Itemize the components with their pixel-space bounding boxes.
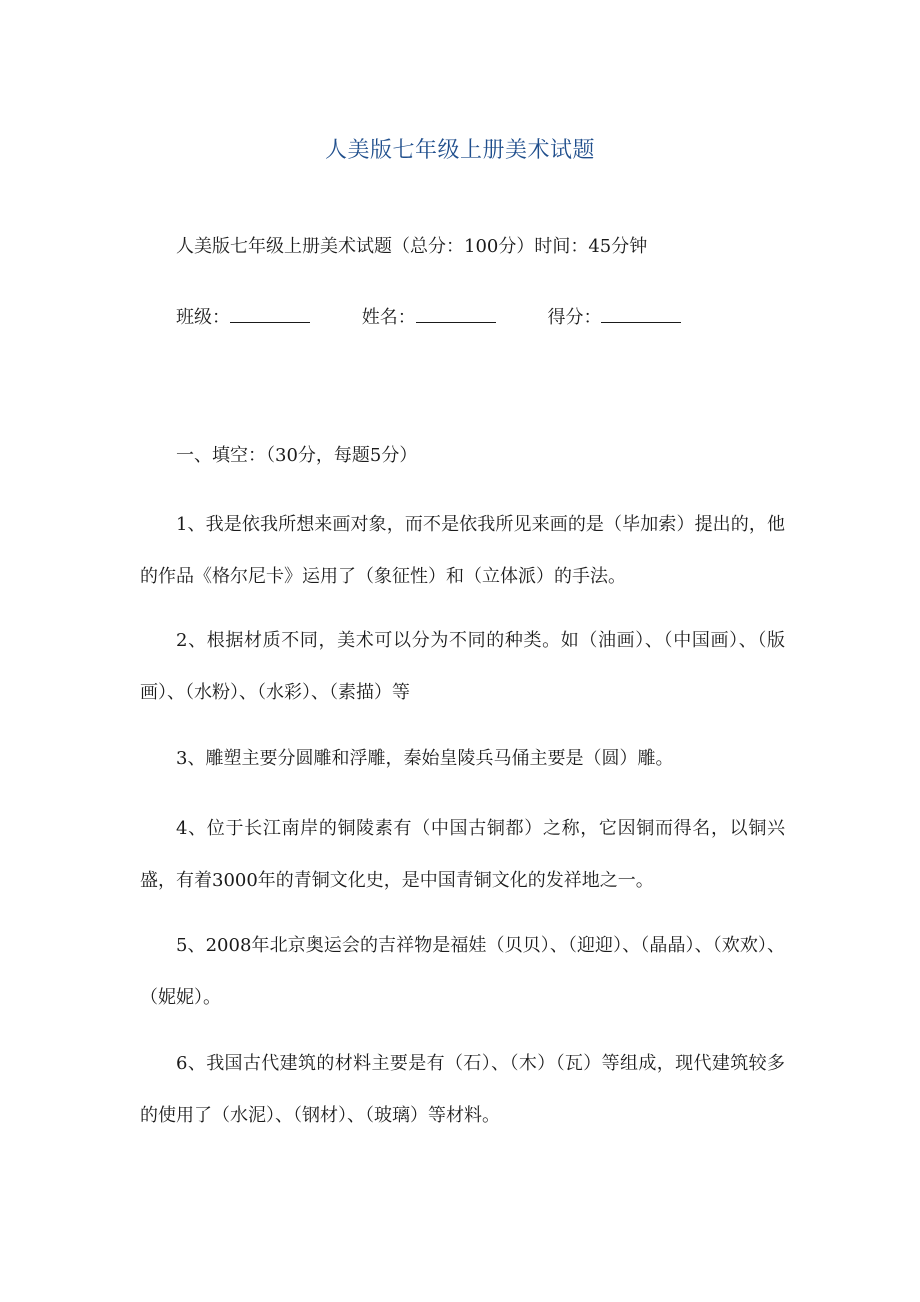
question-4: 4、位于长江南岸的铜陵素有（中国古铜都）之称，它因铜而得名，以铜兴盛，有着3000年的青铜文化史，是中国青铜文化的发祥地之一。 (140, 818, 785, 891)
question-6: 6、我国古代建筑的材料主要是有（石）、（木）（瓦）等组成，现代建筑较多的使用了（水泥）、（钢材）、（玻璃）等材料。 (140, 1053, 785, 1126)
name-blank (416, 304, 496, 323)
document-title: 人美版七年级上册美术试题 (324, 138, 595, 163)
student-info-fields (176, 303, 727, 329)
question-3: 3、雕塑主要分圆雕和浮雕，秦始皇陵兵马俑主要是（圆）雕。 (176, 748, 674, 769)
name-field (362, 303, 496, 329)
class-field (176, 303, 310, 329)
name-label: 姓名： (361, 307, 416, 328)
question-1: 1、我是依我所想来画对象，而不是依我所见来画的是（毕加索）提出的，他的作品《格尔尼卡》运用了（象征性）和（立体派）的手法。 (140, 514, 785, 587)
class-label: 班级： (176, 307, 230, 328)
score-blank (601, 304, 681, 323)
score-field (547, 303, 681, 329)
score-label: 得分： (547, 307, 602, 328)
section-heading: 一、填空：（30分，每题5分） (176, 445, 418, 466)
question-2: 2、根据材质不同，美术可以分为不同的种类。如（油画）、（中国画）、（版画）、（水粉）、（水彩）、（素描）等 (140, 630, 785, 703)
question-5: 5、2008年北京奥运会的吉祥物是福娃（贝贝）、（迎迎）、（晶晶）、（欢欢）、（妮妮）。 (140, 935, 785, 1008)
class-blank (230, 304, 310, 323)
exam-info: 人美版七年级上册美术试题（总分：100分）时间：45分钟 (176, 236, 648, 257)
